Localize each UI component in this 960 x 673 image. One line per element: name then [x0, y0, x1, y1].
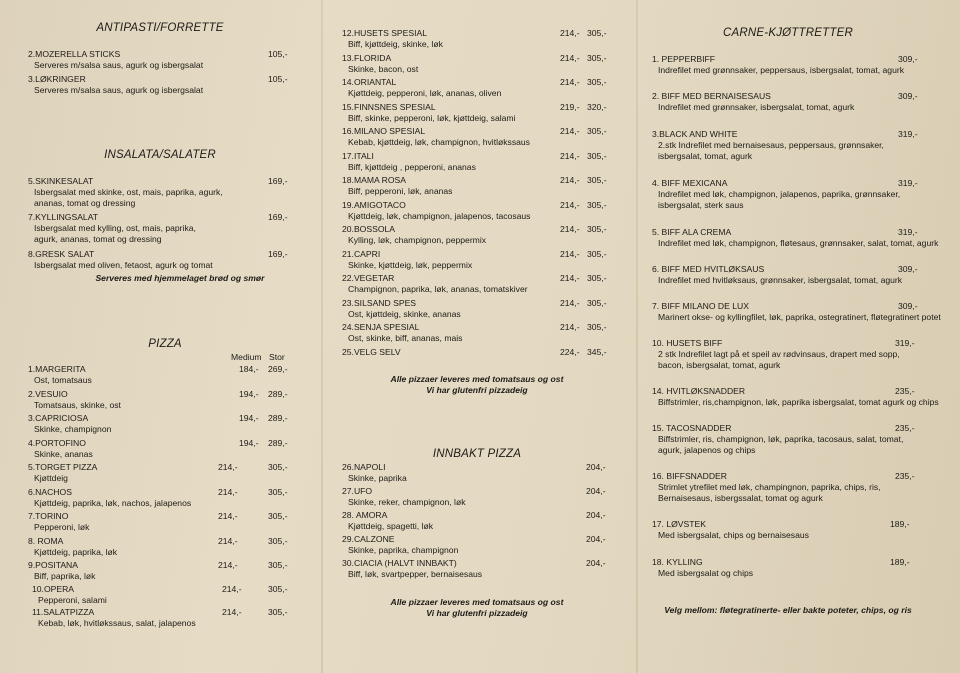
item-price: 214,- [560, 297, 580, 308]
item-price: 214,- [560, 77, 580, 87]
item-name: 16.MILANO SPESIAL [342, 126, 426, 136]
item-price: 194,- [239, 438, 259, 448]
item-name: 17. LØVSTEK [652, 519, 706, 529]
item-price: 219,- [560, 101, 580, 112]
item-name: 6. BIFF MED HVITLØKSAUS [652, 264, 765, 274]
item-description: Kjøttdeig [34, 473, 68, 483]
item-description: Biffstrimler, ris,champignon, løk, paprika isbergsalat, tomat agurk og chips [658, 397, 939, 407]
item-price: 214,- [560, 175, 580, 185]
item-description: Kebab, løk, hvitløkssaus, salat, jalapenos [38, 618, 196, 628]
item-price: 305,- [268, 607, 288, 617]
antipasti-title: ANTIPASTI/FORRETTE [96, 22, 224, 34]
item-description: Skinke, champignon [34, 424, 112, 434]
item-price: 319,- [898, 129, 918, 139]
item-price: 305,- [587, 52, 607, 63]
item-price: 305,- [587, 297, 607, 308]
item-price: 289,- [268, 389, 288, 399]
item-name: 14. HVITLØKSNADDER [652, 386, 746, 396]
item-price: 184,- [239, 364, 259, 374]
item-price: 235,- [895, 423, 915, 433]
item-price: 305,- [587, 28, 607, 38]
item-name: 2. BIFF MED BERNAISESAUS [652, 91, 771, 101]
item-description: Kjøttdeig, løk, champignon, jalapenos, tacosaus [348, 210, 531, 221]
item-price: 305,- [268, 536, 288, 546]
item-description: Ost, tomatsaus [34, 375, 92, 385]
item-description: Skinke, ananas [34, 449, 93, 459]
item-name: 11.SALATPIZZA [32, 607, 95, 617]
item-price: 319,- [898, 227, 918, 237]
item-name: 26.NAPOLI [342, 462, 386, 472]
item-name: 14.ORIANTAL [342, 77, 397, 87]
item-price: 214,- [560, 248, 580, 259]
item-description: Kylling, løk, champignon, peppermix [348, 235, 487, 245]
item-name: 18. KYLLING [652, 557, 703, 567]
item-price: 305,- [587, 248, 607, 259]
pizza-note-2: Vi har glutenfri pizzadeig [426, 385, 528, 395]
item-description: bacon, isbergsalat, tomat, agurk [658, 360, 781, 370]
item-description: 2.stk Indrefilet med bernaisesaus, peppersaus, grønnsaker, [658, 140, 884, 150]
item-price: 214,- [560, 224, 580, 234]
item-name: 21.CAPRI [342, 248, 381, 259]
item-price: 214,- [560, 150, 580, 161]
item-name: 2.VESUIO [28, 389, 68, 399]
item-description: Skinke, paprika [348, 473, 407, 483]
item-price: 204,- [586, 558, 606, 568]
item-description: Bernaisesaus, isbergssalat, tomat og agurk [658, 493, 823, 503]
item-description: Biff, kjøttdeig, skinke, løk [348, 39, 443, 49]
item-price: 305,- [587, 77, 607, 87]
item-description: Indrefilet med hvitløksaus, grønnsaker, isbergsalat, tomat, agurk [658, 275, 903, 285]
item-price: 214,- [560, 273, 580, 283]
item-price: 289,- [268, 413, 288, 423]
item-price: 305,- [268, 487, 288, 497]
innbakt-note-1: Alle pizzaer leveres med tomatsaus og ost [390, 597, 564, 607]
item-description: Ost, skinke, biff, ananas, mais [348, 333, 463, 343]
item-price: 189,- [890, 557, 910, 567]
item-price: 305,- [268, 511, 288, 521]
item-price: 235,- [895, 386, 915, 396]
item-price: 214,- [218, 536, 238, 546]
item-description: Marinert okse- og kyllingfilet, løk, paprika, ostegratinert, fløtegratinert potet [658, 312, 941, 322]
innbakt-title: INNBAKT PIZZA [432, 448, 522, 460]
item-price: 194,- [239, 389, 259, 399]
item-price: 345,- [587, 346, 607, 357]
item-name: 4.PORTOFINO [28, 438, 86, 448]
salat-title: INSALATA/SALATER [104, 149, 216, 161]
item-description: Kebab, kjøttdeig, løk, champignon, hvitløkssaus [348, 137, 530, 147]
item-description: Biff, skinke, pepperoni, løk, kjøttdeig, salami [348, 112, 516, 123]
item-description: agurk, jalapenos og chips [658, 445, 756, 455]
size-medium-header: Medium [231, 352, 262, 362]
item-description: Strimlet ytrefilet med løk, champingnon, paprika, chips, ris, [658, 482, 881, 492]
item-name: 4. BIFF MEXICANA [652, 178, 728, 188]
item-name: 15.FINNSNES SPESIAL [342, 101, 436, 112]
item-description: Kjøttdeig, paprika, løk, nachos, jalapenos [34, 498, 192, 508]
item-name: 13.FLORIDA [342, 52, 392, 63]
item-price: 214,- [222, 607, 242, 617]
item-name: 25.VELG SELV [342, 346, 401, 357]
item-price: 305,- [587, 175, 607, 185]
item-price: 204,- [586, 462, 606, 472]
item-price: 214,- [560, 322, 580, 332]
item-price: 309,- [898, 264, 918, 274]
item-description: Biff, løk, svartpepper, bernaisesaus [348, 569, 483, 579]
item-description: Ost, kjøttdeig, skinke, ananas [348, 308, 461, 319]
item-description: Kjøttdeig, paprika, løk [34, 547, 118, 557]
item-price: 214,- [218, 487, 238, 497]
item-description: Pepperoni, løk [34, 522, 90, 532]
item-name: 1.MARGERITA [28, 364, 86, 374]
item-name: 16. BIFFSNADDER [652, 471, 727, 481]
item-price: 204,- [586, 486, 606, 496]
item-name: 24.SENJA SPESIAL [342, 322, 420, 332]
item-price: 204,- [586, 534, 606, 544]
item-price: 214,- [218, 560, 238, 570]
item-description: Indrefilet med grønnsaker, isbergsalat, tomat, agurk [658, 102, 855, 112]
right-column [638, 0, 960, 673]
item-description: Skinke, paprika, champignon [348, 545, 459, 555]
item-price: 305,- [268, 462, 288, 472]
item-price: 305,- [268, 584, 288, 594]
item-description: Kjøttdeig, spagetti, løk [348, 521, 434, 531]
item-name: 5.TORGET PIZZA [28, 462, 98, 472]
item-description: Biff, paprika, løk [34, 571, 96, 581]
item-price: 194,- [239, 413, 259, 423]
item-price: 305,- [587, 224, 607, 234]
item-name: 29.CALZONE [342, 534, 395, 544]
item-price: 214,- [218, 462, 238, 472]
item-price: 214,- [560, 28, 580, 38]
item-name: 19.AMIGOTACO [342, 199, 406, 210]
item-description: Biffstrimler, ris, champignon, løk, paprika, tacosaus, salat, tomat, [658, 434, 904, 444]
item-name: 10. HUSETS BIFF [652, 338, 723, 348]
pizza-note-1: Alle pizzaer leveres med tomatsaus og ost [390, 374, 564, 384]
item-name: 7.TORINO [28, 511, 69, 521]
item-description: Kjøttdeig, pepperoni, løk, ananas, oliven [348, 88, 502, 98]
item-price: 289,- [268, 438, 288, 448]
item-price: 305,- [268, 560, 288, 570]
item-description: isbergsalat, sterk saus [658, 200, 744, 210]
item-name: 12.HUSETS SPESIAL [342, 28, 428, 38]
item-price: 189,- [890, 519, 910, 529]
item-description: Tomatsaus, skinke, ost [34, 400, 121, 410]
item-description: Champignon, paprika, løk, ananas, tomatskiver [348, 284, 528, 294]
item-name: 6.NACHOS [28, 487, 72, 497]
item-description: Skinke, reker, champignon, løk [348, 497, 466, 507]
item-name: 7. BIFF MILANO DE LUX [652, 301, 749, 311]
item-description: Indrefilet med løk, champignon, jalapenos, paprika, grønnsaker, [658, 189, 901, 199]
item-price: 309,- [898, 301, 918, 311]
item-price: 305,- [587, 273, 607, 283]
salat-note: Serveres med hjemmelaget brød og smør [95, 273, 265, 283]
item-price: 214,- [560, 52, 580, 63]
innbakt-note-2: Vi har glutenfri pizzadeig [426, 608, 528, 618]
item-price: 305,- [587, 199, 607, 210]
item-description: Biff, pepperoni, løk, ananas [348, 186, 453, 196]
middle-column [322, 0, 636, 673]
item-price: 214,- [218, 511, 238, 521]
item-price: 309,- [898, 54, 918, 64]
item-description: isbergsalat, tomat, agurk [658, 151, 753, 161]
item-price: 319,- [895, 338, 915, 348]
item-description: Med isbergsalat og chips [658, 568, 754, 578]
item-price: 320,- [587, 101, 607, 112]
item-price: 214,- [560, 199, 580, 210]
item-description: Biff, kjøttdeig , pepperoni, ananas [348, 161, 476, 172]
item-name: 3.BLACK AND WHITE [652, 129, 738, 139]
item-price: 319,- [898, 178, 918, 188]
item-price: 305,- [587, 126, 607, 136]
item-name: 3.CAPRICIOSA [28, 413, 89, 423]
item-description: Skinke, kjøttdeig, løk, peppermix [348, 259, 473, 270]
pizza-title: PIZZA [148, 338, 182, 350]
item-name: 17.ITALI [342, 150, 374, 161]
item-price: 235,- [895, 471, 915, 481]
item-name: 9.POSITANA [28, 560, 78, 570]
item-price: 204,- [586, 510, 606, 520]
item-name: 22.VEGETAR [342, 273, 395, 283]
item-price: 269,- [268, 364, 288, 374]
item-price: 214,- [560, 126, 580, 136]
item-description: Indrefilet med grønnsaker, peppersaus, isbergsalat, tomat, agurk [658, 65, 905, 75]
left-column: ANTIPASTI/FORRETTE 2.MOZERELLA STICKS 105,- Serveres m/salsa saus, agurk og isbergsalat 3.LØKRINGER 105,- Serveres m/salsa saus, agurk og isbergsalat INSALATA/SALATER 5.SKINKESALAT 169,- Isbergsalat med skinke, ost, mais, paprika, agurk, ananas, tomat og dressing 7.KYLLINGSALAT 169,- Isbergsalat med kylling, ost, mais, paprika, agurk, ananas, tomat og dressing 8.GRESK SALAT 169,- Isbergsalat med oliven, fetaost, agurk og tomat Serveres med hjemmelaget brød og smør PIZZA Medium Stor 1.MARGERITA 184,- 269,- Ost, tomatsaus 2.VESUIO 194,- 289,- Tomatsaus, skinke, ost 3.CAPRICIOSA 194,- 289,- Skinke, champignon 4.PORTOFINO 194,- 289,- Skinke, ananas 5.TORGET PIZZA 214,- 305,- Kjøttdeig 6.NACHOS 214,- 305,- Kjøttdeig, paprika, løk, nachos, jalapenos 7.TORINO 214,- 305,- Pepperoni, løk 8. ROMA 214,- 305,- Kjøttdeig, paprika, løk 9.POSITANA 214,- 305,- Biff, paprika, løk 10.OPERA 214,- 305,- Pepperoni, salami 11.SALATPIZZA 214,- 305,- Kebab, løk, hvitløkssaus, salat, jalapenos [0, 0, 320, 673]
item-description: Indrefilet med løk, champignon, fløtesaus, grønnsaker, salat, tomat, agurk [658, 238, 939, 248]
item-name: 15. TACOSNADDER [652, 423, 732, 433]
item-name: 28. AMORA [342, 510, 388, 520]
size-stor-header: Stor [269, 352, 285, 362]
item-price: 305,- [587, 150, 607, 161]
item-name: 23.SILSAND SPES [342, 297, 417, 308]
item-price: 309,- [898, 91, 918, 101]
item-description: Med isbergsalat, chips og bernaisesaus [658, 530, 809, 540]
item-name: 20.BOSSOLA [342, 224, 396, 234]
item-description: 2 stk Indrefilet lagt på et speil av rødvinsaus, drapert med sopp, [658, 349, 900, 359]
item-name: 5. BIFF ALA CREMA [652, 227, 732, 237]
item-price: 214,- [222, 584, 242, 594]
item-name: 18.MAMA ROSA [342, 175, 406, 185]
item-description: Pepperoni, salami [38, 595, 107, 605]
item-price: 224,- [560, 346, 580, 357]
item-price: 305,- [587, 322, 607, 332]
item-name: 8. ROMA [28, 536, 64, 546]
item-name: 30.CIACIA (HALVT INNBAKT) [342, 558, 457, 568]
carne-title: CARNE-KJØTTRETTER [723, 27, 853, 39]
item-name: 27.UFO [342, 486, 373, 496]
item-name: 10.OPERA [32, 584, 75, 594]
carne-note: Velg mellom: fløtegratinerte- eller bakte poteter, chips, og ris [664, 605, 912, 615]
item-name: 1. PEPPERBIFF [652, 54, 716, 64]
item-description: Skinke, bacon, ost [348, 63, 419, 74]
